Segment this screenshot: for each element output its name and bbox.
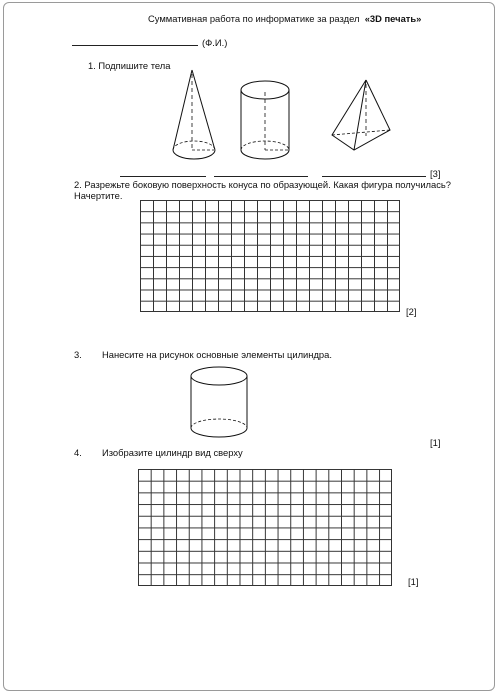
task4-drawing-grid[interactable] xyxy=(138,469,392,586)
task2-drawing-grid[interactable] xyxy=(140,200,400,312)
cylinder-icon xyxy=(240,80,300,180)
label-line-cylinder[interactable] xyxy=(214,176,308,177)
title-subject: «3D печать» xyxy=(364,13,422,24)
task3-score: [1] xyxy=(430,437,441,448)
task3-text: Нанесите на рисунок основные элементы цилиндра. xyxy=(102,349,332,360)
cylinder-figure-icon xyxy=(190,366,260,456)
page-title xyxy=(148,13,421,24)
task1-text: 1. Подпишите тела xyxy=(88,60,171,71)
task4-text: Изобразите цилиндр вид сверху xyxy=(102,447,243,458)
task2-text-line1: 2. Разрежьте боковую поверхность конуса по образующей. Какая фигура получилась? xyxy=(74,179,452,190)
task2-text-line2: Начертите. xyxy=(74,190,123,201)
name-field-label: (Ф.И.) xyxy=(202,37,228,48)
task1-score: [3] xyxy=(430,168,441,179)
label-line-pyramid[interactable] xyxy=(322,176,426,177)
name-input-line[interactable] xyxy=(72,45,198,46)
task4-score: [1] xyxy=(408,576,419,587)
label-line-cone[interactable] xyxy=(120,176,206,177)
title-prefix: Суммативная работа по информатике за раздел xyxy=(148,13,360,24)
task4-number: 4. xyxy=(74,447,82,458)
task2-score: [2] xyxy=(406,306,417,317)
task3-number: 3. xyxy=(74,349,82,360)
pyramid-icon xyxy=(324,80,404,170)
cone-icon xyxy=(170,70,230,170)
